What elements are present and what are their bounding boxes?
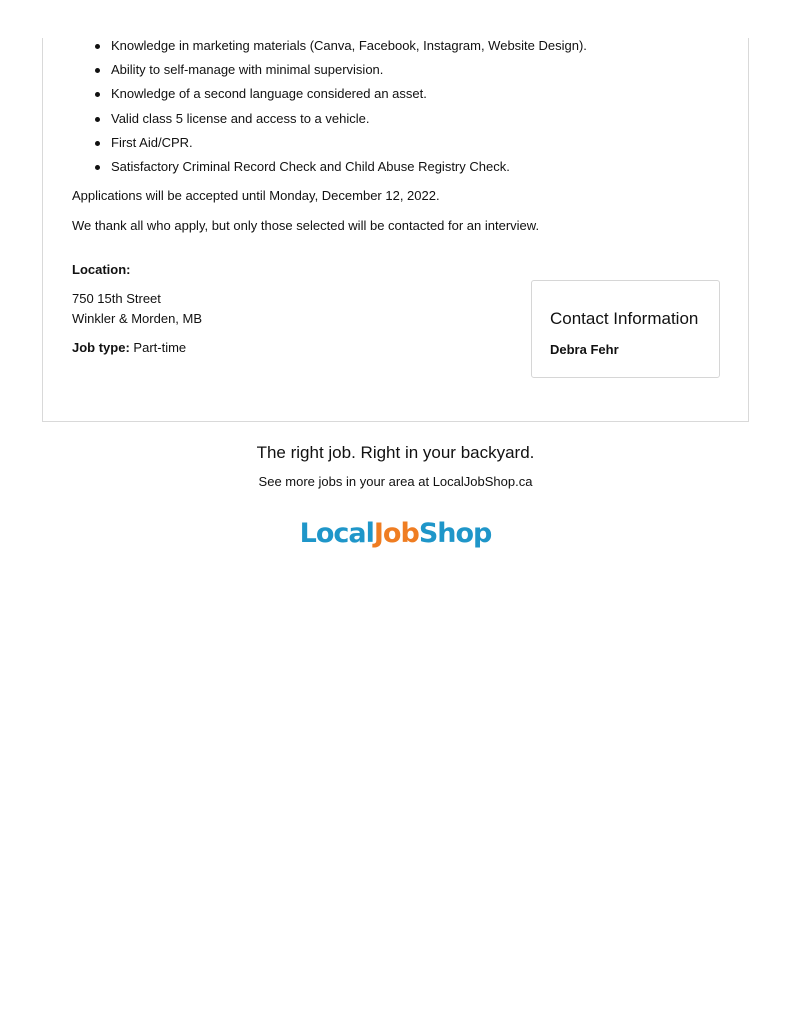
- application-deadline: Applications will be accepted until Monday, December 12, 2022.: [72, 188, 440, 203]
- requirement-text: Knowledge of a second language considered an asset.: [111, 86, 427, 102]
- bullet-icon: [95, 68, 100, 73]
- localjobshop-logo[interactable]: [0, 517, 791, 551]
- contact-information-box: [531, 280, 720, 378]
- footer-subtext: See more jobs in your area at LocalJobShop.ca: [258, 474, 533, 489]
- contact-title: Contact Information: [550, 309, 699, 328]
- job-posting-card: [42, 38, 749, 422]
- list-item: [90, 38, 587, 54]
- bullet-icon: [95, 141, 100, 146]
- location-label: Location:: [72, 262, 131, 277]
- requirement-text: Satisfactory Criminal Record Check and Child Abuse Registry Check.: [111, 158, 510, 174]
- logo-part-job: Job: [373, 518, 419, 549]
- footer-tagline: The right job. Right in your backyard.: [256, 443, 535, 462]
- address-line-1: 750 15th Street: [72, 291, 161, 306]
- requirement-text: Valid class 5 license and access to a vehicle.: [111, 110, 370, 126]
- bullet-icon: [95, 92, 100, 97]
- job-type: [72, 340, 186, 356]
- bullet-icon: [95, 44, 100, 49]
- thanks-note: We thank all who apply, but only those selected will be contacted for an interview.: [72, 218, 540, 233]
- job-type-label: Job type:: [72, 340, 130, 355]
- list-item: [90, 135, 587, 151]
- list-item: [90, 159, 587, 175]
- list-item: [90, 86, 587, 102]
- requirement-text: First Aid/CPR.: [111, 134, 193, 150]
- logo-part-local: Local: [299, 518, 374, 549]
- contact-name: Debra Fehr: [550, 342, 619, 357]
- requirement-text: Ability to self-manage with minimal supervision.: [111, 62, 384, 78]
- logo-part-shop: Shop: [418, 518, 492, 549]
- requirements-list: [90, 38, 587, 183]
- bullet-icon: [95, 165, 100, 170]
- address-line-2: Winkler & Morden, MB: [72, 311, 203, 326]
- job-type-value: Part-time: [133, 340, 187, 355]
- bullet-icon: [95, 117, 100, 122]
- list-item: [90, 111, 587, 127]
- list-item: [90, 62, 587, 78]
- requirement-text: Knowledge in marketing materials (Canva, Facebook, Instagram, Website Design).: [111, 38, 587, 53]
